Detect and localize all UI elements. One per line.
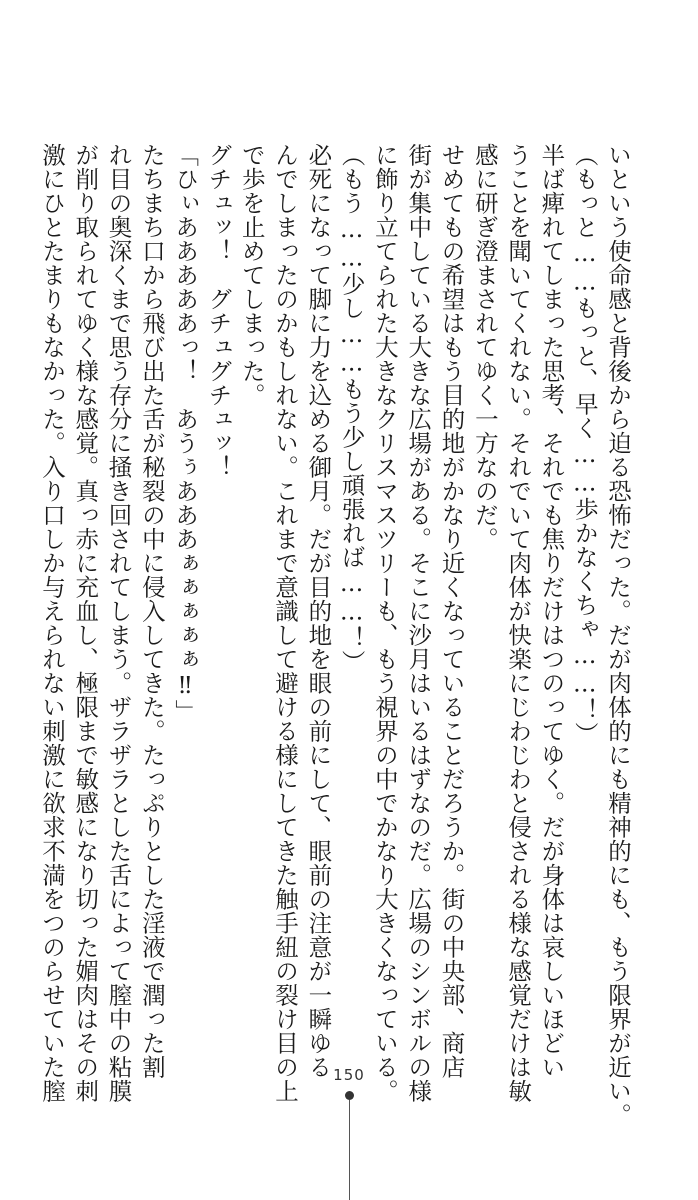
page-number: 150: [333, 1066, 365, 1084]
text-line: 街が集中している大きな広場がある。そこに沙月はいるはずなのだ。広場のシンボルの様: [404, 143, 433, 1103]
text-line: に飾り立てられた大きなクリスマスツリーも、もう視界の中でかなり大きくなっている。: [370, 143, 399, 1103]
text-line: せめてもの希望はもう目的地がかなり近くなっていることだろうか。街の中央部、商店: [437, 143, 466, 1079]
text-line: 必死になって脚に力を込める御月。だが目的地を眼の前にして、眼前の注意が一瞬ゆる: [304, 143, 333, 1079]
text-line: 半ば痺れてしまった思考、それでも焦りだけはつのってゆく。だが身体は哀しいほどい: [537, 143, 566, 1079]
text-line: 激にひとたまりもなかった。入り口しか与えられない刺激に欲求不満をつのらせていた膣: [37, 143, 66, 1103]
text-line: たちまち口から飛び出た舌が秘裂の中に侵入してきた。たっぷりとした淫液で潤った割: [137, 143, 166, 1079]
text-line: いという使命感と背後から迫る恐怖だった。だが肉体的にも精神的にも、もう限界が近い。: [604, 143, 632, 1127]
text-line: （もう……少し……もう少し頑張れば……！）: [337, 143, 366, 674]
page-marker-dot: [345, 1091, 354, 1100]
text-line: （もっと……もっと、早く……歩かなくちゃ……！）: [570, 143, 599, 746]
text-line: んでしまったのかもしれない。これまで意識して避ける様にしてきた触手紐の裂け目の上: [271, 143, 300, 1103]
text-line: が削り取られてゆく様な感覚。真っ赤に充血し、極限まで敏感になり切った媚肉はその刺: [71, 143, 100, 1103]
text-line: 「ひぃあああああっ！ あうぅあああぁぁぁぁぁ‼」: [171, 143, 200, 724]
text-line: うことを聞いてくれない。それでいて肉体が快楽にじわじわと侵される様な感覚だけは敏: [504, 143, 533, 1103]
text-line: れ目の奥深くまで思う存分に掻き回されてしまう。ザラザラとした舌によって膣中の粘膜: [104, 143, 133, 1103]
page-marker-ornament: [343, 1083, 355, 1200]
text-line: で歩を止めてしまった。: [237, 143, 266, 407]
text-line: 感に研ぎ澄まされてゆく一方なのだ。: [470, 143, 499, 551]
page-marker-line: [349, 1100, 350, 1200]
text-line: グチュッ！ グチュグチュッ！: [204, 143, 233, 479]
